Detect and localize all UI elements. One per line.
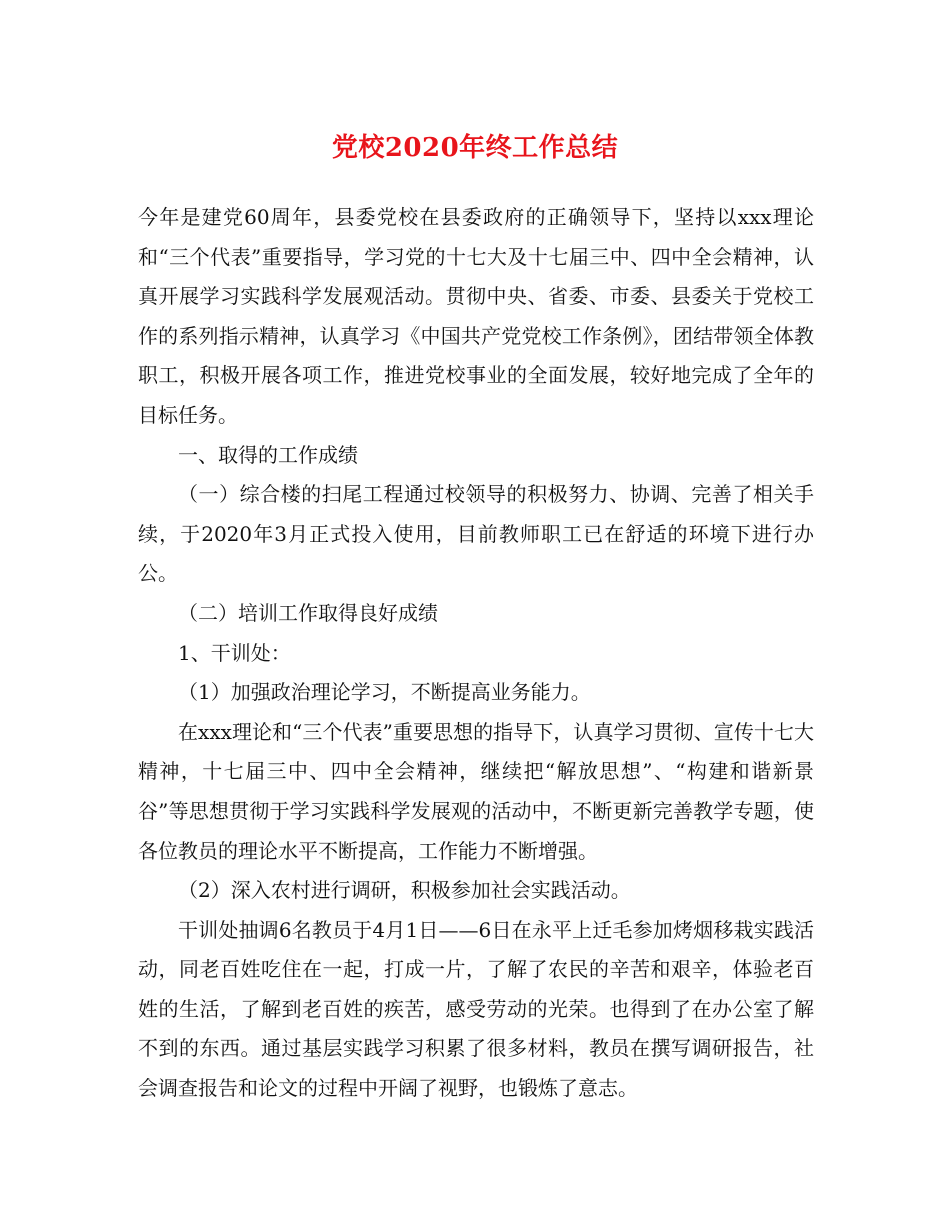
item-heading-rural-research: （2）深入农村进行调研，积极参加社会实践活动。 — [178, 878, 631, 903]
paragraph-building: （一）综合楼的扫尾工程通过校领导的积极努力、协调、完善了相关手续，于2020年3月正式投入使用，目前教师职工已在舒适的环境下进行办公。 — [138, 482, 814, 586]
document-body — [138, 198, 814, 1109]
subsection-heading-cadre-training: 1、干训处： — [178, 640, 291, 665]
intro-paragraph: 今年是建党60周年，县委党校在县委政府的正确领导下，坚持以xxx理论和“三个代表”重要指导，学习党的十七大及十七届三中、四中全会精神，认真开展学习实践科学发展观活动。贯彻中央、省委、市委、县委关于党校工作的系列指示精神，认真学习《中国共产党党校工作条例》，团结带领全体教职工，积极开展各项工作，推进党校事业的全面发展，较好地完成了全年的目标任务。 — [138, 205, 814, 427]
document-title: 党校2020年终工作总结 — [331, 133, 619, 163]
subsection-heading-training: （二）培训工作取得良好成绩 — [178, 600, 438, 625]
section-heading-achievements: 一、取得的工作成绩 — [178, 442, 358, 467]
item-heading-political-study: （1）加强政治理论学习，不断提高业务能力。 — [178, 680, 591, 705]
paragraph-political-study: 在xxx理论和“三个代表”重要思想的指导下，认真学习贯彻、宣传十七大精神，十七届三中、四中全会精神，继续把“解放思想”、“构建和谐新景谷”等思想贯彻于学习实践科学发展观的活动中，不断更新完善教学专题，使各位教员的理论水平不断提高，工作能力不断增强。 — [138, 719, 814, 863]
paragraph-rural-research: 干训处抽调6名教员于4月1日——6日在永平上迁毛参加烤烟移栽实践活动，同老百姓吃住在一起，打成一片，了解了农民的辛苦和艰辛，体验老百姓的生活，了解到老百姓的疾苦，感受劳动的光荣。也得到了在办公室了解不到的东西。通过基层实践学习积累了很多材料，教员在撰写调研报告，社会调查报告和论文的过程中开阔了视野，也锻炼了意志。 — [138, 917, 814, 1101]
